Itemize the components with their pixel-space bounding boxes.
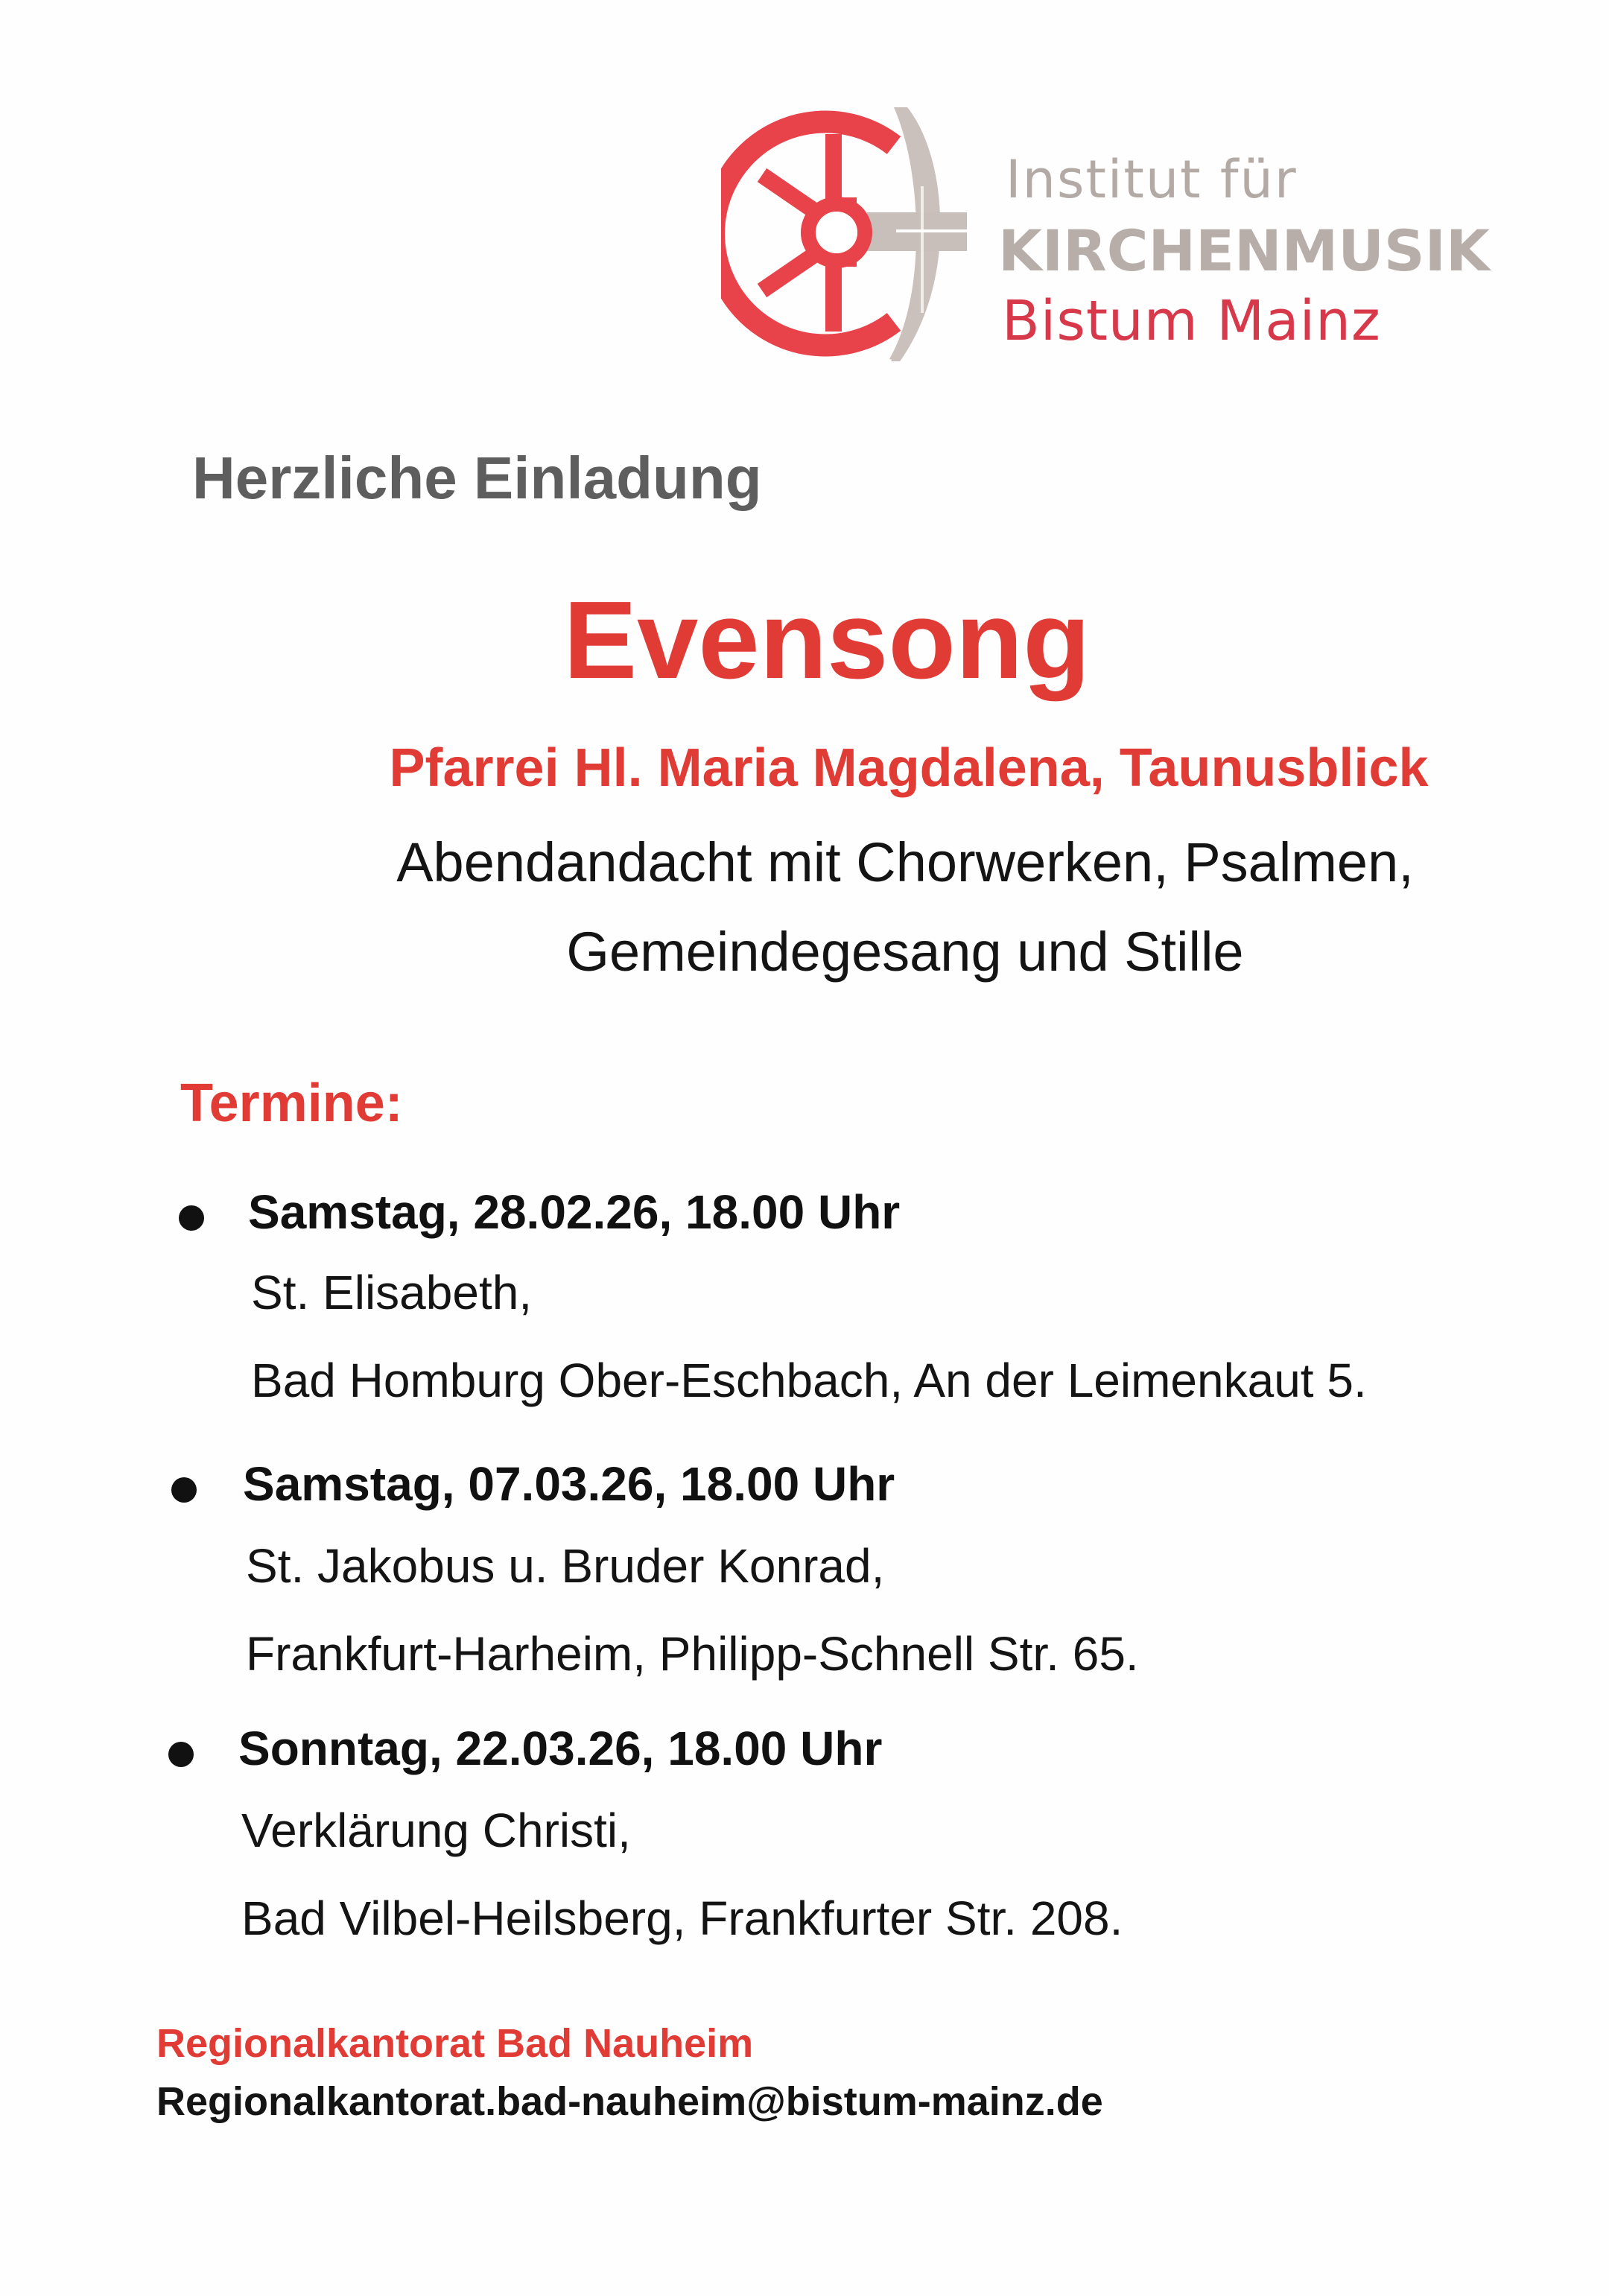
schedule-heading: Termine: bbox=[180, 1074, 403, 1133]
footer-organization: Regionalkantorat Bad Nauheim bbox=[156, 2021, 754, 2066]
event-address: Bad Vilbel-Heilsberg, Frankfurter Str. 208. bbox=[241, 1891, 1123, 1945]
invitation-heading: Herzliche Einladung bbox=[192, 445, 762, 511]
logo-text-bistum: Bistum Mainz bbox=[1002, 289, 1381, 353]
description-line-2: Gemeindegesang und Stille bbox=[566, 921, 1244, 983]
event-date: Sonntag, 22.03.26, 18.00 Uhr bbox=[238, 1722, 883, 1775]
event-address: Bad Homburg Ober-Eschbach, An der Leimenkaut 5. bbox=[251, 1354, 1367, 1407]
bullet-icon bbox=[171, 1477, 197, 1503]
event-date: Samstag, 07.03.26, 18.00 Uhr bbox=[243, 1457, 895, 1511]
event-date: Samstag, 28.02.26, 18.00 Uhr bbox=[248, 1185, 901, 1239]
bullet-icon bbox=[168, 1742, 194, 1767]
event-address: Frankfurt-Harheim, Philipp-Schnell Str. 65. bbox=[246, 1627, 1139, 1681]
event-church: St. Jakobus u. Bruder Konrad, bbox=[246, 1539, 885, 1593]
parish-subtitle: Pfarrei Hl. Maria Magdalena, Taunusblick bbox=[389, 738, 1429, 798]
logo-text-institut: Institut für bbox=[1006, 149, 1298, 210]
mainz-wheel-cross-icon bbox=[721, 104, 967, 365]
event-church: Verklärung Christi, bbox=[241, 1804, 631, 1857]
logo-text-kirchenmusik: KIRCHENMUSIK bbox=[998, 218, 1490, 284]
event-church: St. Elisabeth, bbox=[251, 1266, 533, 1319]
logo-mark bbox=[721, 104, 967, 365]
bullet-icon bbox=[179, 1205, 204, 1231]
description-line-1: Abendandacht mit Chorwerken, Psalmen, bbox=[396, 831, 1414, 893]
footer-email: Regionalkantorat.bad-nauheim@bistum-mainz.de bbox=[156, 2079, 1103, 2124]
page-title: Evensong bbox=[563, 579, 1091, 702]
